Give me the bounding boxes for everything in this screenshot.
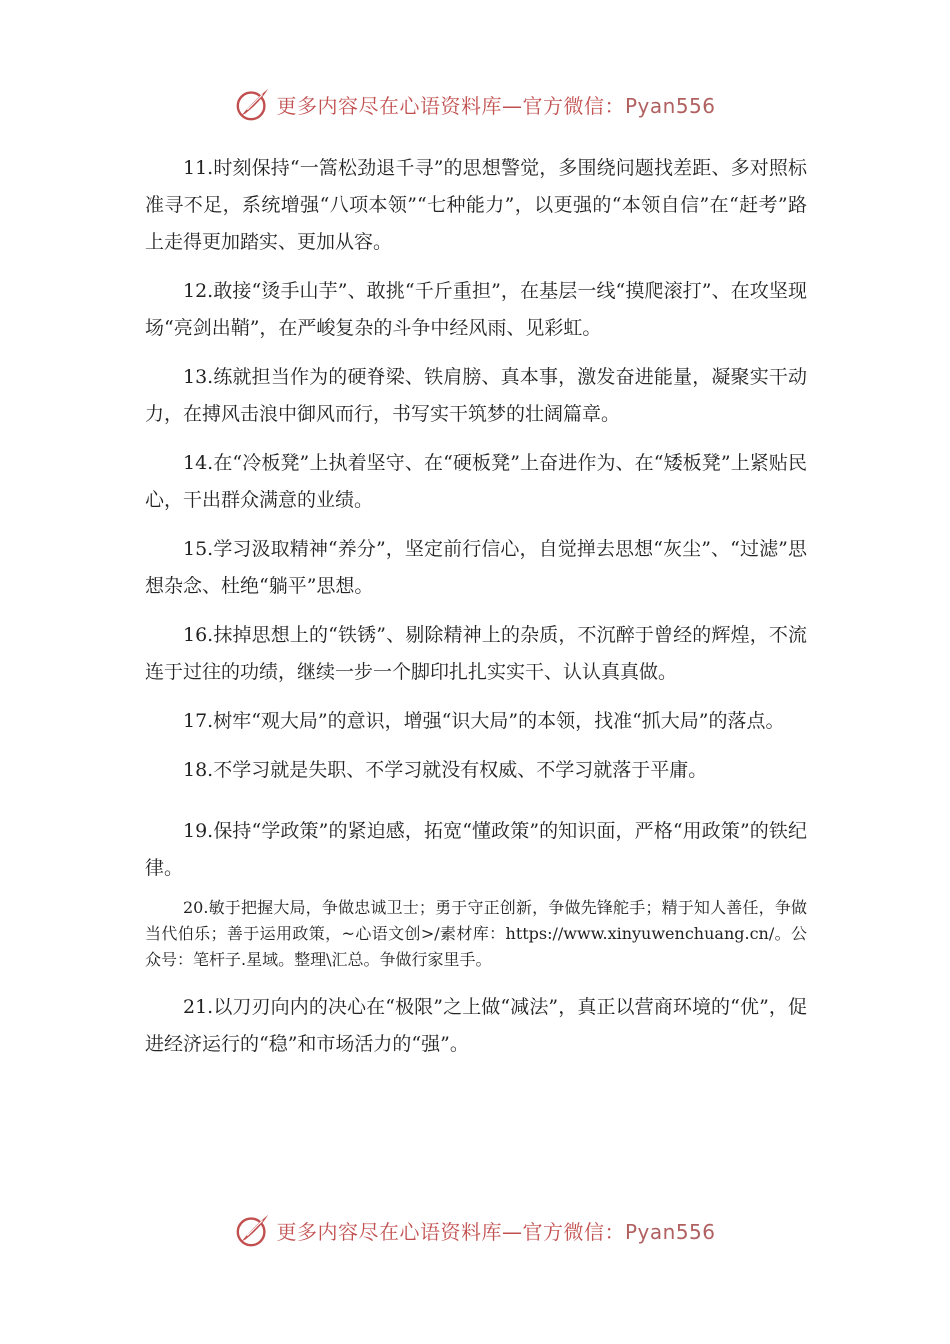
paragraph-13: 13.练就担当作为的硬脊梁、铁肩膀、真本事，激发奋进能量，凝聚实干动力，在搏风击浪中御风而行，书写实干筑梦的壮阔篇章。 [145,366,807,425]
paragraph-20: 20.敏于把握大局，争做忠诚卫士；勇于守正创新，争做先锋舵手；精于知人善任，争做当代伯乐；善于运用政策，~心语文创>/素材库：https://www.xinyuwenchuang.cn/。公众号：笔杆子.星域。整理\汇总。争做行家里手。 [145,898,807,969]
quill-logo-icon [234,85,272,123]
wechat-id: Pyan556 [624,1219,716,1244]
header-banner [0,84,950,124]
document-body [145,150,807,1075]
paragraph-16: 16.抹掉思想上的“铁锈”、剔除精神上的杂质，不沉醉于曾经的辉煌，不流连于过往的功绩，继续一步一个脚印扎扎实实干、认认真真做。 [145,624,807,683]
paragraph-17: 17.树牢“观大局”的意识，增强“识大局”的本领，找准“抓大局”的落点。 [183,710,785,732]
banner-text: 更多内容尽在心语资料库—官方微信：Pyan556 [276,93,716,118]
paragraph-12: 12.敢接“烫手山芋”、敢挑“千斤重担”，在基层一线“摸爬滚打”、在攻坚现场“亮剑出鞘”，在严峻复杂的斗争中经风雨、见彩虹。 [145,280,807,339]
quill-logo-icon [234,1211,272,1249]
paragraph-21: 21.以刀刃向内的决心在“极限”之上做“减法”，真正以营商环境的“优”，促进经济运行的“稳”和市场活力的“强”。 [145,996,807,1055]
footer-banner [0,1210,950,1250]
paragraph-11: 11.时刻保持“一篙松劲退千寻”的思想警觉，多围绕问题找差距、多对照标准寻不足，系统增强“八项本领”“七种能力”，以更强的“本领自信”在“赶考”路上走得更加踏实、更加从容。 [145,157,807,253]
wechat-id: Pyan556 [624,93,716,118]
paragraph-14: 14.在“冷板凳”上执着坚守、在“硬板凳”上奋进作为、在“矮板凳”上紧贴民心，干出群众满意的业绩。 [145,452,807,511]
paragraph-19: 19.保持“学政策”的紧迫感，拓宽“懂政策”的知识面，严格“用政策”的铁纪律。 [145,820,807,879]
paragraph-18: 18.不学习就是失职、不学习就没有权威、不学习就落于平庸。 [183,759,708,781]
banner-text: 更多内容尽在心语资料库—官方微信：Pyan556 [276,1219,716,1244]
paragraph-15: 15.学习汲取精神“养分”，坚定前行信心，自觉掸去思想“灰尘”、“过滤”思想杂念、杜绝“躺平”思想。 [145,538,807,597]
